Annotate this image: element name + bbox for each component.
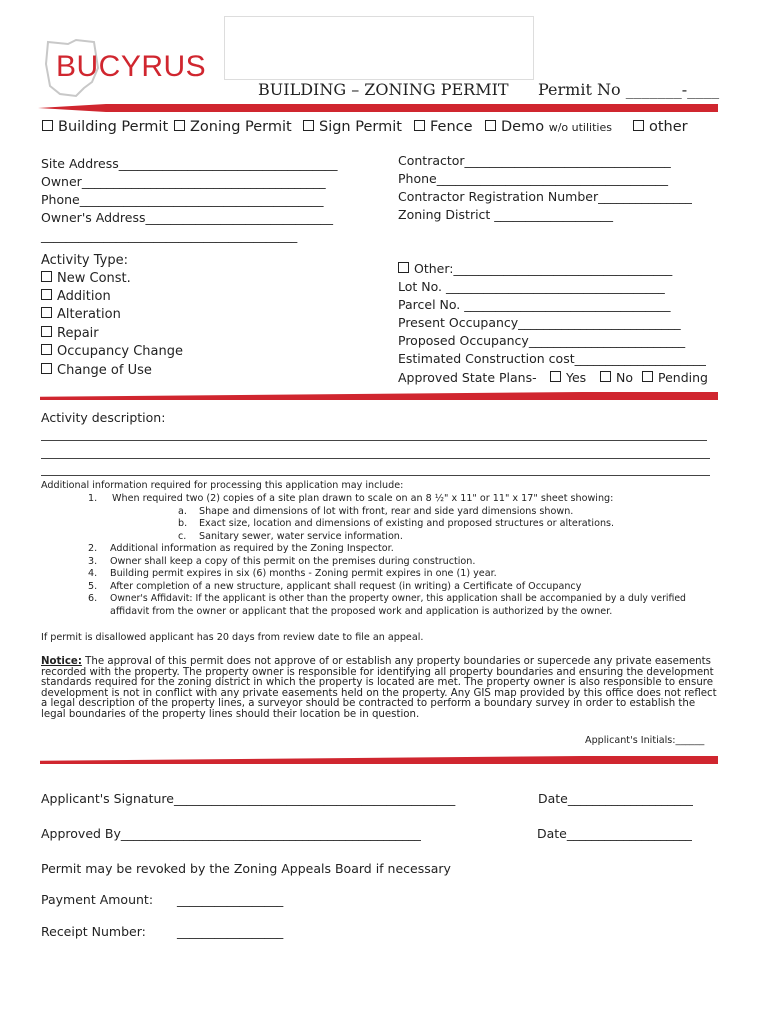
activity-description-label: Activity description: [41, 410, 166, 425]
receipt-number-label: Receipt Number: [41, 924, 146, 939]
requirement-number: 1. [88, 493, 98, 504]
logo-text: BUCYRUS [56, 50, 207, 83]
activity-checkbox[interactable]: Addition [41, 289, 111, 304]
requirement-text: Sanitary sewer, water service information. [199, 531, 403, 542]
payment-amount-field[interactable]: _________________ [177, 892, 284, 907]
phone-field[interactable]: Phone_______________________________________ [41, 192, 324, 207]
proposed-occupancy-field[interactable]: Proposed Occupancy_________________________ [398, 333, 686, 348]
lot-number-field[interactable]: Lot No. ___________________________________ [398, 279, 665, 294]
section-red-band [40, 756, 718, 764]
contractor-registration-field[interactable]: Contractor Registration Number_______________ [398, 189, 692, 204]
zoning-district-field[interactable]: Zoning District ___________________ [398, 207, 614, 222]
requirement-text: Building permit expires in six (6) months - Zoning permit expires in one (1) year. [110, 568, 497, 579]
state-plans-pending[interactable]: Pending [642, 370, 708, 385]
requirement-text: After completion of a new structure, applicant shall request (in writing) a Certificate of Occupancy [110, 581, 582, 592]
payment-amount-label: Payment Amount: [41, 892, 154, 907]
form-title: BUILDING – ZONING PERMIT [258, 80, 509, 99]
notice-text: The approval of this permit does not approve of or establish any property boundaries or supercede any private easements recorded with the property. The property owner is responsible for identifying all property boundaries and ensuring the development standards required for the zoning district in which the property is located are met. The property owner is also responsible to ensure development is not in conflict with any private easements held on the property. Any GIS map provided by this office does not reflect a legal description of the property lines, a surveyor should be contracted to perform a boundary survey in order to establish the legal boundaries of the property lines should their location be in question. [41, 656, 717, 720]
permit-type-checkbox[interactable]: Fence [414, 119, 473, 135]
present-occupancy-field[interactable]: Present Occupancy__________________________ [398, 315, 681, 330]
date-field[interactable]: Date____________________ [538, 791, 693, 806]
requirement-number: a. [178, 506, 187, 517]
activity-type-title: Activity Type: [41, 253, 128, 268]
section-red-band [40, 392, 718, 400]
requirement-text: Owner shall keep a copy of this permit on the premises during construction. [110, 556, 476, 567]
requirement-text: Exact size, location and dimensions of existing and proposed structures or alterations. [199, 518, 615, 529]
notice-label: Notice: [41, 656, 82, 667]
permit-number: Permit No _______-____ [538, 80, 720, 99]
permit-type-checkbox[interactable]: Sign Permit [303, 119, 402, 135]
receipt-number-field[interactable]: _________________ [177, 924, 284, 939]
construction-cost-field[interactable]: Estimated Construction cost_____________________ [398, 351, 706, 366]
parcel-number-field[interactable]: Parcel No. _________________________________ [398, 297, 671, 312]
requirement-text: Owner's Affidavit: If the applicant is other than the property owner, this application shall be accompanied by a duly verified [110, 593, 686, 604]
applicant-initials-field[interactable]: Applicant's Initials:______ [585, 735, 705, 746]
description-line[interactable] [41, 475, 710, 476]
applicant-signature-field[interactable]: Applicant's Signature_____________________________________________ [41, 791, 456, 806]
activity-checkbox[interactable]: Change of Use [41, 363, 152, 378]
activity-checkbox[interactable]: Alteration [41, 307, 121, 322]
owners-address-field[interactable]: Owner's Address______________________________ [41, 210, 334, 225]
requirement-number: 6. [88, 593, 98, 604]
site-address-field[interactable]: Site Address___________________________________ [41, 156, 338, 171]
state-plans-yes[interactable]: Yes [550, 370, 586, 385]
activity-checkbox[interactable]: Occupancy Change [41, 344, 183, 359]
state-plans-no[interactable]: No [600, 370, 633, 385]
demo-note: w/o utilities [548, 121, 612, 134]
requirement-text: When required two (2) copies of a site plan drawn to scale on an 8 ½" x 11" or 11" x 17" sheet showing: [112, 493, 614, 504]
permit-type-checkbox[interactable]: Demo w/o utilities [485, 119, 612, 135]
permit-type-checkbox[interactable]: Building Permit [42, 119, 168, 135]
permit-type-checkbox[interactable]: other [633, 119, 688, 135]
activity-checkbox[interactable]: New Const. [41, 271, 131, 286]
description-line[interactable] [41, 440, 707, 441]
requirement-number: 2. [88, 543, 98, 554]
requirement-number: 4. [88, 568, 98, 579]
requirement-number: 5. [88, 581, 98, 592]
approved-by-field[interactable]: Approved By________________________________________________ [41, 826, 421, 841]
contractor-field[interactable]: Contractor_________________________________ [398, 153, 671, 168]
header-red-band [38, 104, 718, 112]
owners-address-line2[interactable]: _________________________________________ [41, 228, 298, 243]
requirement-text: Additional information as required by the Zoning Inspector. [110, 543, 394, 554]
requirements-intro: Additional information required for processing this application may include: [41, 480, 404, 491]
requirement-number: 3. [88, 556, 98, 567]
owner-field[interactable]: Owner_______________________________________ [41, 174, 326, 189]
requirement-text: Shape and dimensions of lot with front, rear and side yard dimensions shown. [199, 506, 574, 517]
seal-box [224, 16, 534, 80]
activity-checkbox[interactable]: Repair [41, 326, 99, 341]
state-plans-label: Approved State Plans- [398, 370, 537, 385]
permit-type-checkbox[interactable]: Zoning Permit [174, 119, 292, 135]
notice-paragraph [41, 657, 719, 721]
description-line[interactable] [41, 458, 710, 459]
appeal-note: If permit is disallowed applicant has 20 days from review date to file an appeal. [41, 632, 424, 643]
date-field[interactable]: Date____________________ [537, 826, 692, 841]
revocation-note: Permit may be revoked by the Zoning Appeals Board if necessary [41, 861, 451, 876]
requirement-number: c. [178, 531, 187, 542]
requirement-text: affidavit from the owner or applicant that the proposed work and application is authorized by the owner. [110, 606, 613, 617]
other-activity-field[interactable]: Other:___________________________________ [398, 261, 672, 276]
contractor-phone-field[interactable]: Phone_____________________________________ [398, 171, 668, 186]
requirement-number: b. [178, 518, 188, 529]
